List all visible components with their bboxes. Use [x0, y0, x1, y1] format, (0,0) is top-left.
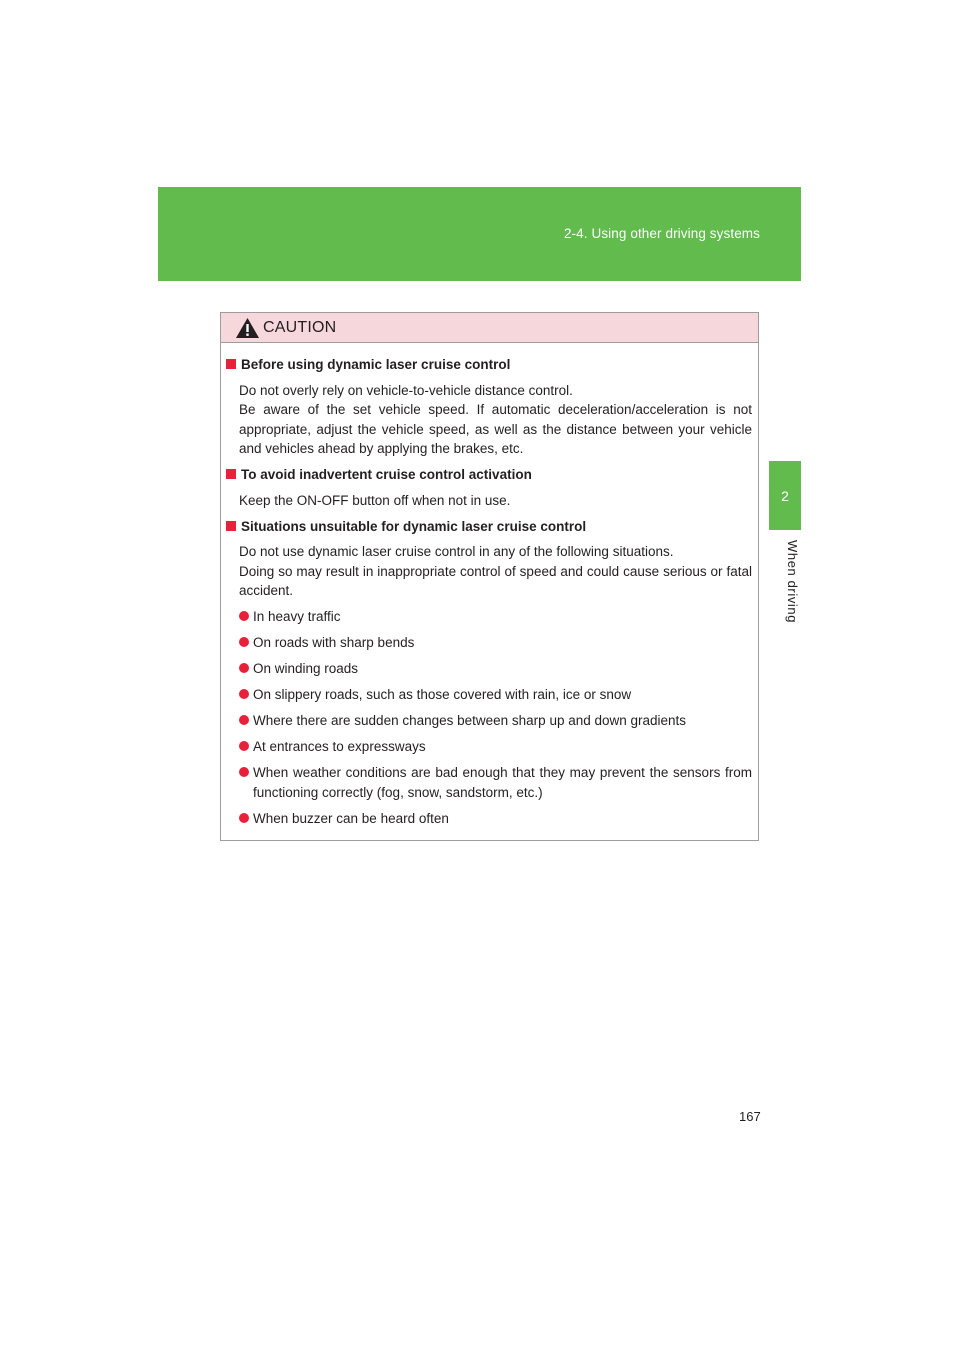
red-bullet-icon: [239, 663, 249, 673]
section-heading: Situations unsuitable for dynamic laser cruise control: [225, 517, 752, 537]
chapter-number: 2: [781, 487, 789, 504]
list-item: When buzzer can be heard often: [239, 809, 752, 829]
section-heading: To avoid inadvertent cruise control activation: [225, 465, 752, 485]
list-item: On roads with sharp bends: [239, 633, 752, 653]
chapter-label: When driving: [785, 540, 800, 624]
section-heading: Before using dynamic laser cruise control: [225, 355, 752, 375]
red-bullet-icon: [239, 715, 249, 725]
warning-triangle-icon: [235, 317, 260, 339]
caution-body: [221, 343, 758, 828]
chapter-tab: [769, 461, 801, 530]
section-header-bar: [158, 187, 801, 281]
paragraph: Keep the ON-OFF button off when not in use.: [239, 492, 511, 508]
list-item: At entrances to expressways: [239, 737, 752, 757]
section-title: 2-4. Using other driving systems: [563, 226, 760, 241]
caution-header: [221, 313, 758, 343]
red-bullet-icon: [239, 741, 249, 751]
list-item: In heavy traffic: [239, 607, 752, 627]
red-bullet-icon: [239, 637, 249, 647]
list-item: Where there are sudden changes between sharp up and down gradients: [239, 711, 752, 731]
red-bullet-icon: [239, 767, 249, 777]
caution-title: CAUTION: [263, 318, 337, 336]
paragraph: Do not overly rely on vehicle-to-vehicle distance control.: [239, 382, 573, 398]
paragraph: Do not use dynamic laser cruise control in any of the following situations.: [239, 544, 674, 559]
red-bullet-icon: [239, 611, 249, 621]
page-number: 167: [739, 1109, 761, 1124]
red-square-icon: [226, 359, 236, 369]
red-square-icon: [226, 521, 236, 531]
paragraph: Doing so may result in inappropriate control of speed and could cause serious or fatal accident.: [239, 563, 752, 598]
caution-box: [220, 312, 759, 841]
paragraph: Be aware of the set vehicle speed. If automatic deceleration/acceleration is not appropriate, adjust the vehicle speed, as well as the distance between your vehicle and vehicles ahead by applying the brakes, etc.: [239, 402, 752, 456]
red-square-icon: [226, 469, 236, 479]
list-item: When weather conditions are bad enough that they may prevent the sensors from functioning correctly (fog, snow, sandstorm, etc.): [239, 763, 752, 802]
red-bullet-icon: [239, 689, 249, 699]
red-bullet-icon: [239, 813, 249, 823]
list-item: On winding roads: [239, 659, 752, 679]
list-item: On slippery roads, such as those covered with rain, ice or snow: [239, 685, 752, 705]
